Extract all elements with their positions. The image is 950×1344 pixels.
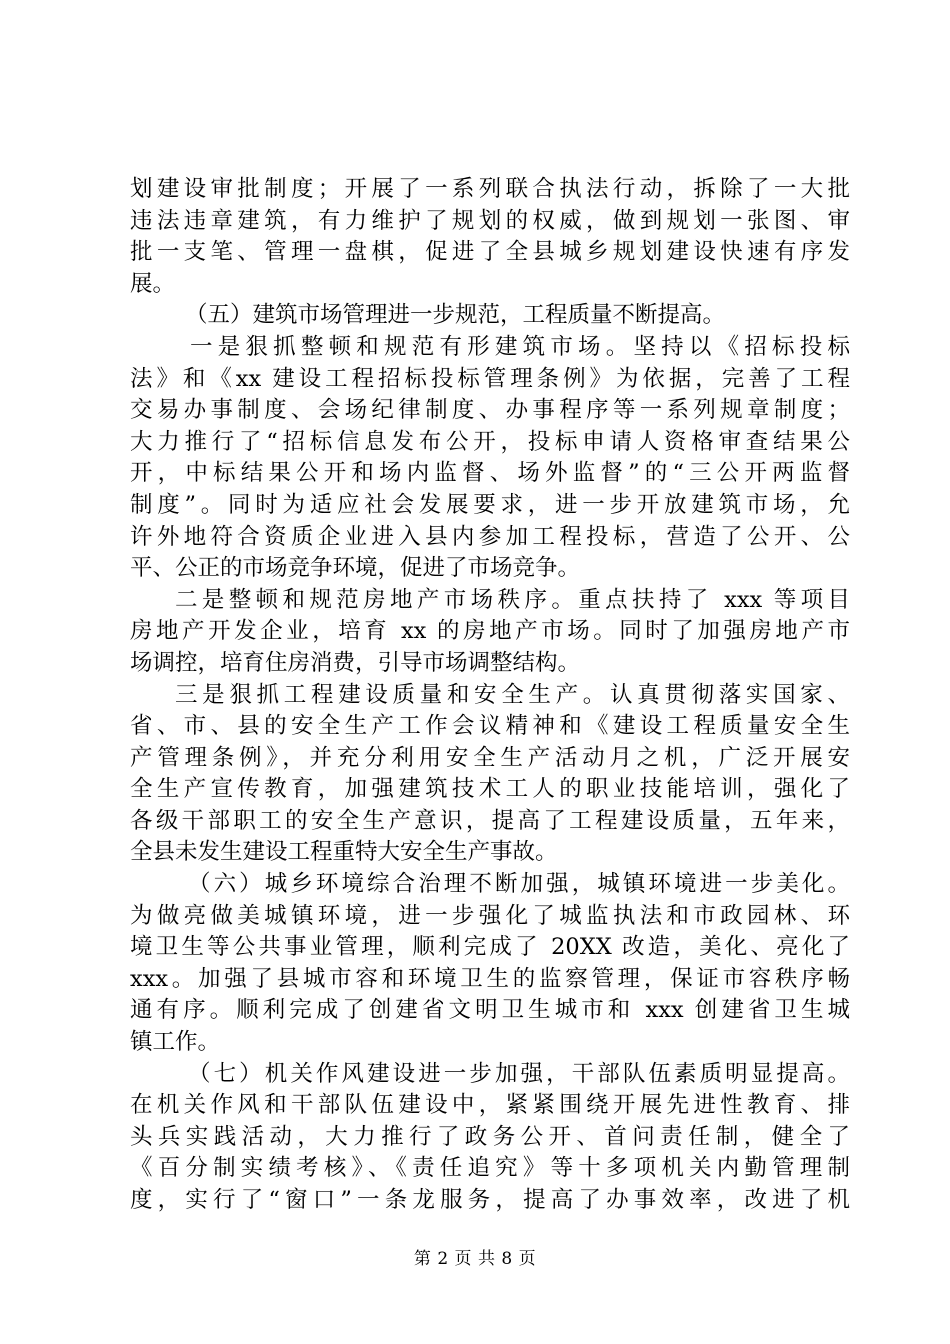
text-line: 在机关作风和干部队伍建设中，紧紧围绕开展先进性教育、排 <box>130 1092 850 1119</box>
text-line: 许外地符合资质企业进入县内参加工程投标，营造了公开、公 <box>130 523 850 550</box>
text-line: 通有序。顺利完成了创建省文明卫生城市和 xxx 创建省卫生城 <box>130 997 850 1024</box>
text-line: 法》和《xx 建设工程招标投标管理条例》为依据，完善了工程 <box>130 365 850 392</box>
text-line: 《百分制实绩考核》、《责任追究》等十多项机关内勤管理制 <box>130 1155 850 1182</box>
text-line: xxx。加强了县城市容和环境卫生的监察管理，保证市容秩序畅 <box>130 965 850 992</box>
text-line: 划建设审批制度；开展了一系列联合执法行动，拆除了一大批 <box>130 176 850 202</box>
text-line: 二是整顿和规范房地产市场秩序。重点扶持了 xxx 等项目 <box>175 586 850 613</box>
text-line: 批一支笔、管理一盘棋，促进了全县城乡规划建设快速有序发 <box>130 239 850 266</box>
text-line: 房地产开发企业，培育 xx 的房地产市场。同时了加强房地产市 <box>130 618 850 645</box>
text-line: 产管理条例》，并充分利用安全生产活动月之机，广泛开展安 <box>130 744 850 771</box>
text-line: 制度”。同时为适应社会发展要求，进一步开放建筑市场，允 <box>130 491 850 518</box>
text-line: 交易办事制度、会场纪律制度、办事程序等一系列规章制度； <box>130 397 850 424</box>
text-line: 大力推行了“招标信息发布公开，投标申请人资格审查结果公 <box>130 428 850 455</box>
text-line: 各级干部职工的安全生产意识，提高了工程建设质量，五年来， <box>130 807 850 834</box>
section-heading: （七）机关作风建设进一步加强，干部队伍素质明显提高。 <box>188 1060 850 1087</box>
body-text <box>130 174 850 1217</box>
text-line: 场调控，培育住房消费，引导市场调整结构。 <box>130 649 581 676</box>
text-line: 全生产宣传教育，加强建筑技术工人的职业技能培训，强化了 <box>130 776 850 803</box>
text-line: 违法违章建筑，有力维护了规划的权威，做到规划一张图、审 <box>130 207 850 234</box>
text-line: 省、市、县的安全生产工作会议精神和《建设工程质量安全生 <box>130 713 850 740</box>
section-heading: （六）城乡环境综合治理不断加强，城镇环境进一步美化。 <box>188 871 850 898</box>
text-line: 全县未发生建设工程重特大安全生产事故。 <box>130 839 558 866</box>
text-line: 度，实行了“窗口”一条龙服务，提高了办事效率，改进了机 <box>130 1187 850 1213</box>
text-line: 头兵实践活动，大力推行了政务公开、首问责任制，健全了 <box>130 1123 850 1150</box>
page-number: 第 2 页 共 8 页 <box>413 1249 537 1269</box>
text-line: 三是狠抓工程建设质量和安全生产。认真贯彻落实国家、 <box>175 681 850 708</box>
text-line: 镇工作。 <box>130 1029 221 1056</box>
text-line: 为做亮做美城镇环境，进一步强化了城监执法和市政园林、环 <box>130 902 850 929</box>
section-heading: （五）建筑市场管理进一步规范，工程质量不断提高。 <box>185 302 726 329</box>
text-line: 开，中标结果公开和场内监督、场外监督”的“三公开两监督 <box>130 460 850 487</box>
text-line: 一是狠抓整顿和规范有形建筑市场。坚持以《招标投标 <box>190 333 850 360</box>
text-line: 平、公正的市场竞争环境，促进了市场竞争。 <box>130 555 581 582</box>
text-line: 境卫生等公共事业管理，顺利完成了 20XX 改造，美化、亮化了 <box>130 934 850 961</box>
text-line: 展。 <box>130 270 176 297</box>
